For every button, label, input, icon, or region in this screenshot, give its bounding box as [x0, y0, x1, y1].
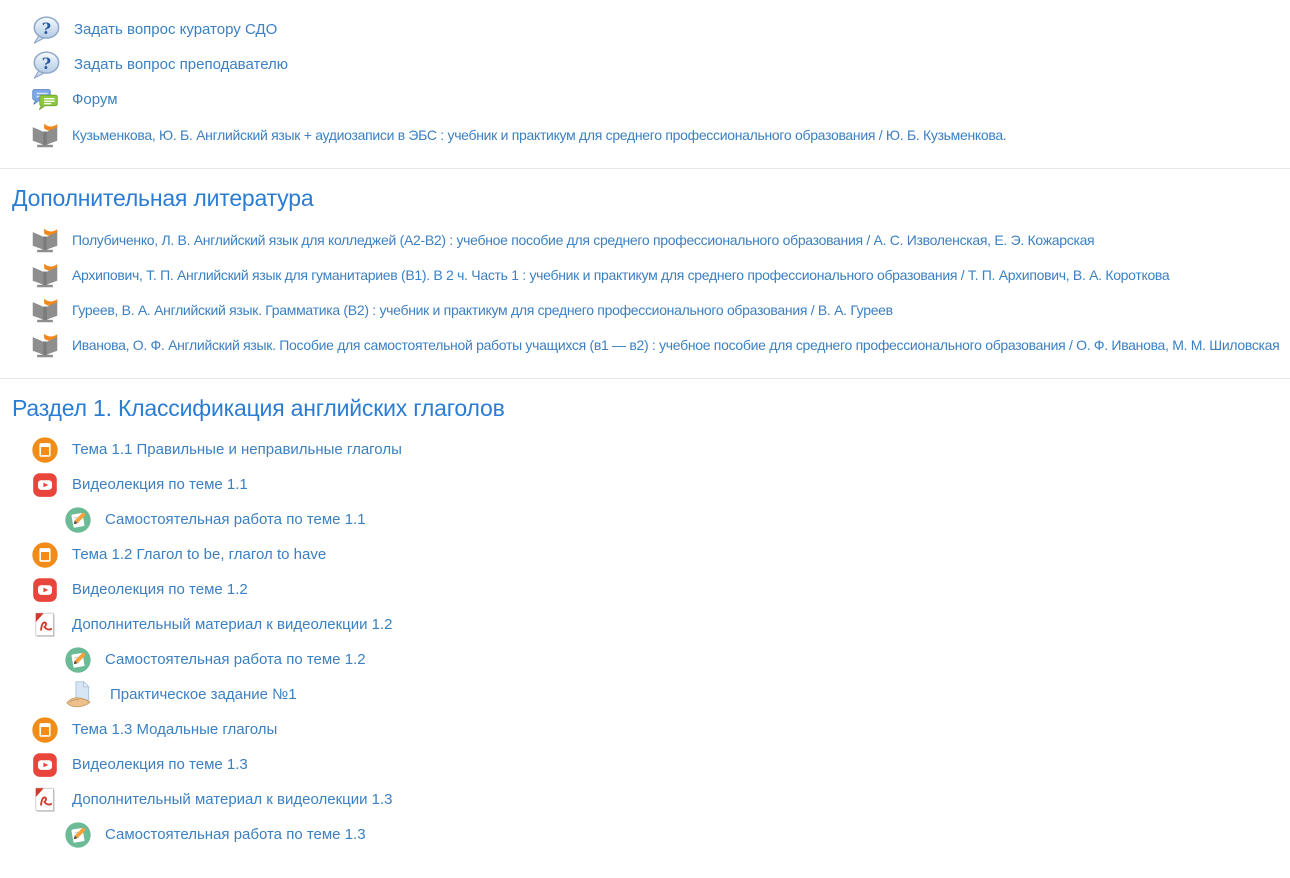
- topic-book-icon: [31, 436, 59, 464]
- activity-row: [0, 292, 1290, 327]
- activity-row: [0, 257, 1290, 292]
- course-section-literature: [0, 168, 1290, 378]
- activity-row: [0, 607, 1290, 642]
- ebook-icon: [31, 226, 59, 254]
- assignment-icon: [64, 646, 92, 674]
- activity-row: [0, 677, 1290, 712]
- topic-book-icon: [31, 716, 59, 744]
- link-selfwork-1-3[interactable]: Самостоятельная работа по теме 1.3: [105, 826, 366, 843]
- ebook-icon: [31, 121, 59, 149]
- activity-row: [0, 432, 1290, 467]
- ebook-icon: [31, 331, 59, 359]
- ebook-icon: [31, 261, 59, 289]
- question-icon: [31, 15, 61, 45]
- hand-paper-icon: [64, 680, 97, 709]
- activity-list: [0, 216, 1290, 362]
- activity-row: [0, 47, 1290, 82]
- ebook-icon: [31, 296, 59, 324]
- video-icon: [31, 751, 59, 779]
- activity-row: [0, 502, 1290, 537]
- forum-icon: [31, 86, 59, 114]
- link-pdf-1-3[interactable]: Дополнительный материал к видеолекции 1.3: [72, 791, 393, 808]
- activity-list: [0, 426, 1290, 852]
- link-lit-arkhipovich[interactable]: Архипович, Т. П. Английский язык для гуманитариев (B1). В 2 ч. Часть 1 : учебник и практикум для среднего профессионального образования / Т. П. Архипович, В. А. Короткова: [72, 266, 1170, 283]
- activity-row: [0, 222, 1290, 257]
- pdf-icon: [31, 786, 59, 814]
- link-video-1-2[interactable]: Видеолекция по теме 1.2: [72, 581, 248, 598]
- section-heading-literature: Дополнительная литература: [12, 185, 314, 211]
- pdf-icon: [31, 611, 59, 639]
- activity-row: [0, 747, 1290, 782]
- link-selfwork-1-1[interactable]: Самостоятельная работа по теме 1.1: [105, 511, 366, 528]
- link-ask-curator[interactable]: Задать вопрос куратору СДО: [74, 21, 278, 38]
- activity-row: [0, 327, 1290, 362]
- link-topic-1-2[interactable]: Тема 1.2 Глагол to be, глагол to have: [72, 546, 327, 563]
- section-heading-razdel-1: Раздел 1. Классификация английских глаголов: [12, 395, 505, 421]
- activity-row: [0, 817, 1290, 852]
- course-section-razdel-1: [0, 378, 1290, 868]
- link-video-1-3[interactable]: Видеолекция по теме 1.3: [72, 756, 248, 773]
- activity-row: [0, 782, 1290, 817]
- link-forum[interactable]: Форум: [72, 91, 118, 108]
- link-textbook-kuzmenkova[interactable]: Кузьменкова, Ю. Б. Английский язык + аудиозаписи в ЭБС : учебник и практикум для среднего профессионального образования / Ю. Б. Кузьменкова.: [72, 126, 1007, 143]
- activity-list: [0, 0, 1290, 152]
- link-topic-1-1[interactable]: Тема 1.1 Правильные и неправильные глаголы: [72, 441, 402, 458]
- link-practice-1[interactable]: Практическое задание №1: [110, 686, 297, 703]
- question-icon: [31, 50, 61, 80]
- topic-book-icon: [31, 541, 59, 569]
- activity-row: [0, 117, 1290, 152]
- activity-row: [0, 537, 1290, 572]
- video-icon: [31, 471, 59, 499]
- link-video-1-1[interactable]: Видеолекция по теме 1.1: [72, 476, 248, 493]
- link-lit-ivanova[interactable]: Иванова, О. Ф. Английский язык. Пособие для самостоятельной работы учащихся (в1 — в2) : учебное пособие для среднего профессионального образования / О. Ф. Иванова, М. М. Шиловская: [72, 336, 1280, 353]
- link-lit-gureev[interactable]: Гуреев, В. А. Английский язык. Грамматика (B2) : учебник и практикум для среднего профессионального образования / В. А. Гуреев: [72, 301, 893, 318]
- link-ask-teacher[interactable]: Задать вопрос преподавателю: [74, 56, 289, 73]
- link-lit-polubichenko[interactable]: Полубиченко, Л. В. Английский язык для колледжей (A2-B2) : учебное пособие для среднего профессионального образования / А. С. Изволенская, Е. Э. Кожарская: [72, 231, 1095, 248]
- assignment-icon: [64, 821, 92, 849]
- activity-row: [0, 82, 1290, 117]
- activity-row: [0, 572, 1290, 607]
- activity-row: [0, 712, 1290, 747]
- activity-row: [0, 642, 1290, 677]
- link-selfwork-1-2[interactable]: Самостоятельная работа по теме 1.2: [105, 651, 366, 668]
- link-pdf-1-2[interactable]: Дополнительный материал к видеолекции 1.2: [72, 616, 393, 633]
- activity-row: [0, 467, 1290, 502]
- assignment-icon: [64, 506, 92, 534]
- video-icon: [31, 576, 59, 604]
- activity-row: [0, 12, 1290, 47]
- link-topic-1-3[interactable]: Тема 1.3 Модальные глаголы: [72, 721, 278, 738]
- course-section-intro: [0, 0, 1290, 168]
